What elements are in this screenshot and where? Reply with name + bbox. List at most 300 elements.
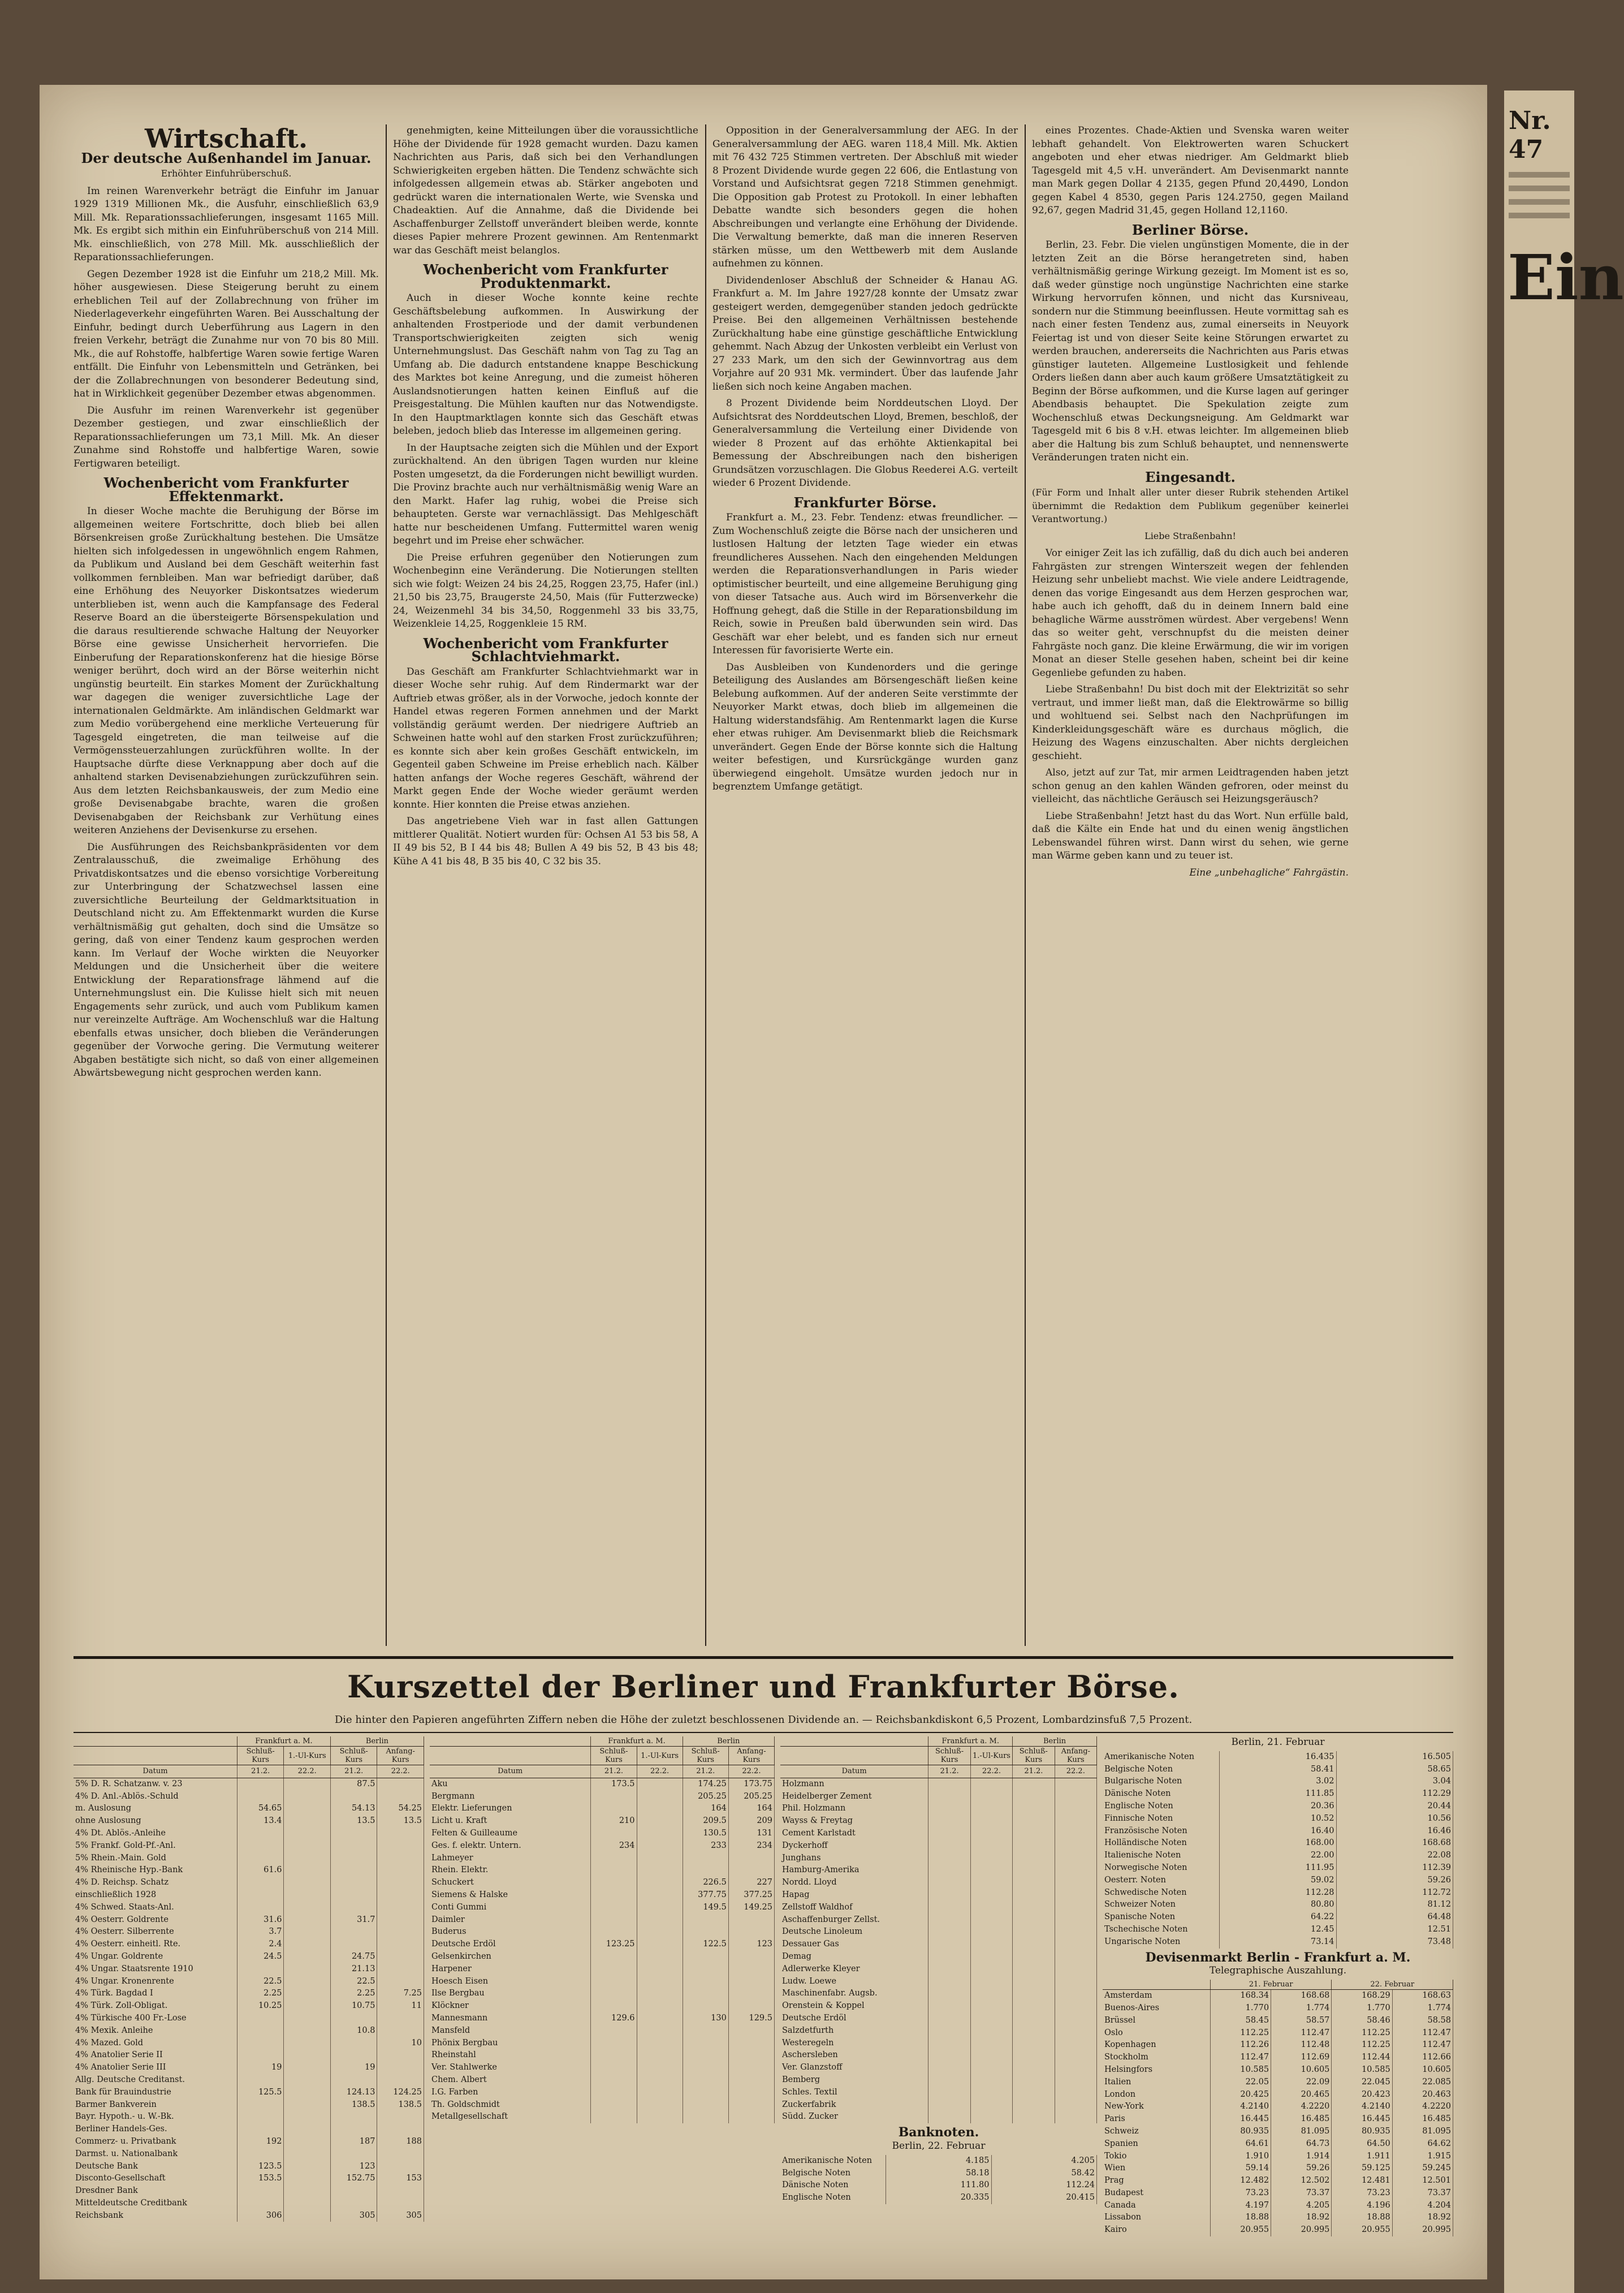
table-cell	[683, 2037, 728, 2050]
table-cell	[637, 1938, 683, 1951]
table-cell: 59.26	[1271, 2162, 1332, 2175]
table-cell: 4% Anatolier Serie III	[74, 2062, 237, 2074]
table-cell: Tschechische Noten	[1103, 1924, 1220, 1936]
table-header-row	[1103, 1980, 1453, 1990]
table-row	[1103, 1936, 1453, 1949]
table-row	[1103, 2064, 1453, 2076]
table-cell	[637, 2037, 683, 2050]
table-row	[430, 2049, 775, 2062]
table-cell	[683, 1963, 728, 1976]
table-cell: 20.955	[1332, 2224, 1392, 2236]
table-cell: Belgische Noten	[1103, 1764, 1220, 1776]
table-cell	[637, 1803, 683, 1815]
table-cell	[683, 1864, 728, 1877]
table-row	[74, 2173, 424, 2185]
table-cell: Th. Goldschmidt	[430, 2099, 591, 2111]
table-row	[1103, 2200, 1453, 2212]
table-cell: Südd. Zucker	[780, 2111, 928, 2123]
table-cell: Amsterdam	[1103, 1990, 1210, 2002]
table-cell	[1055, 2012, 1096, 2025]
table-cell	[1013, 2074, 1055, 2087]
table-header-row	[74, 1747, 424, 1765]
table-cell	[683, 2087, 728, 2099]
table-cell	[284, 2074, 331, 2087]
table-cell	[377, 2197, 424, 2210]
table-cell: 153.5	[237, 2173, 284, 2185]
table-cell: 22.2.	[284, 1765, 331, 1778]
table-cell: 80.80	[1220, 1899, 1337, 1911]
table-cell: 129.6	[591, 2012, 637, 2025]
table-cell: Bergmann	[430, 1791, 591, 1803]
table-cell: Mitteldeutsche Creditbank	[74, 2197, 237, 2210]
table-cell: 4.2220	[1392, 2101, 1453, 2113]
table-row	[74, 2025, 424, 2037]
table-cell: m. Auslosung	[74, 1803, 237, 1815]
table-header-row	[780, 1747, 1097, 1765]
table-cell: Kairo	[1103, 2224, 1210, 2236]
table-cell: New-York	[1103, 2101, 1210, 2113]
table-cell	[928, 1827, 970, 1840]
table-cell: 112.25	[1210, 2027, 1271, 2040]
table-cell	[970, 2049, 1012, 2062]
table-cell: 1.774	[1271, 2002, 1332, 2015]
table-cell	[928, 1938, 970, 1951]
table-cell: 4% Rheinische Hyp.-Bank	[74, 1864, 237, 1877]
table-cell: 10.56	[1336, 1813, 1453, 1825]
table-row	[430, 1791, 775, 1803]
table-cell: 61.6	[237, 1864, 284, 1877]
table-cell	[330, 2074, 377, 2087]
table-cell	[284, 2197, 331, 2210]
table-cell: 22.2.	[637, 1765, 683, 1778]
table-cell: Schuckert	[430, 1877, 591, 1889]
table-cell	[728, 2049, 774, 2062]
table-cell: Spanische Noten	[1103, 1911, 1220, 1924]
table-row	[430, 2000, 775, 2012]
column-divider	[386, 124, 387, 1646]
table-cell: 138.5	[377, 2099, 424, 2111]
article-title: Wochenbericht vom Frankfurter Effektenmarkt.	[103, 475, 349, 505]
table-cell	[284, 2136, 331, 2148]
table-row	[430, 1815, 775, 1827]
table-cell	[928, 2074, 970, 2087]
table-row	[74, 1988, 424, 2000]
newspaper-page	[40, 85, 1487, 2279]
table-cell: Reichsbank	[74, 2210, 237, 2222]
table-cell	[1013, 1864, 1055, 1877]
table-cell: 80.935	[1332, 2126, 1392, 2138]
table-cell	[928, 1803, 970, 1815]
table-cell: Ges. f. elektr. Untern.	[430, 1840, 591, 1852]
table-cell: Stockholm	[1103, 2051, 1210, 2064]
table-cell	[1013, 2099, 1055, 2111]
table-cell: 20.463	[1392, 2089, 1453, 2101]
table-cell: 22.00	[1220, 1850, 1337, 1862]
table-row	[1103, 2187, 1453, 2200]
table-cell	[637, 1889, 683, 1902]
table-cell	[928, 1976, 970, 1988]
table-row	[74, 1976, 424, 1988]
table-cell	[928, 2000, 970, 2012]
table-cell: 233	[683, 1840, 728, 1852]
table-cell: 4.2220	[1271, 2101, 1332, 2113]
paragraph: Die Ausfuhr im reinen Warenverkehr ist gegenüber Dezember gestiegen, und zwar einschließlich der Reparationssachlieferungen um 73,1 Mill. Mk. An dieser Zunahme sind Rohstoffe und halbfertige Waren, sowie Fertigwaren beteiligt.	[74, 404, 379, 469]
table-cell: 4.2140	[1332, 2101, 1392, 2113]
table-cell: Schles. Textil	[780, 2087, 928, 2099]
table-cell: 31.7	[330, 1914, 377, 1926]
table-cell	[591, 2062, 637, 2074]
kurszettel-subtitle: Die hinter den Papieren angeführten Ziffern neben die Höhe der zuletzt beschlossenen Dividende an. — Reichsbankdiskont 6,5 Prozent, Lombardzinsfuß 7,5 Prozent.	[334, 1714, 1193, 1726]
table-cell	[928, 1963, 970, 1976]
table-cell	[1013, 2025, 1055, 2037]
table-cell	[591, 2000, 637, 2012]
table-cell	[284, 1778, 331, 1790]
table-cell: 129.5	[728, 2012, 774, 2025]
table-cell: 2.25	[237, 1988, 284, 2000]
paragraph: Liebe Straßenbahn! Jetzt hast du das Wort. Nun erfülle bald, daß die Kälte ein Ende hat und du einen wenig ängstlichen Lebenswandel führen wirst. Dann wirst du sehen, wie gerne man Wärme geben kann und zu teuer ist.	[1032, 810, 1349, 861]
table-cell: 10.8	[330, 2025, 377, 2037]
table-cell: 59.125	[1332, 2162, 1392, 2175]
table-cell	[1013, 1815, 1055, 1827]
table-cell: Finnische Noten	[1103, 1813, 1220, 1825]
table-cell: 1.914	[1271, 2150, 1332, 2163]
right-page-headline: Ein	[1508, 241, 1624, 314]
table-cell: 21.2.	[683, 1765, 728, 1778]
table-cell	[591, 1803, 637, 1815]
table-cell: 2.4	[237, 1938, 284, 1951]
table-row	[1103, 2150, 1453, 2163]
table-cell: 19	[237, 2062, 284, 2074]
column-header: 1.-Ul-Kurs	[970, 1747, 1012, 1765]
table-cell	[330, 2123, 377, 2136]
table-cell: 58.45	[1210, 2015, 1271, 2027]
table-cell	[237, 2074, 284, 2087]
table-cell	[237, 1889, 284, 1902]
table-cell: 4.196	[1332, 2200, 1392, 2212]
table-cell: 4% Ungar. Staatsrente 1910	[74, 1963, 237, 1976]
table-cell	[683, 1852, 728, 1865]
table-cell	[1013, 1889, 1055, 1902]
table-cell	[637, 2111, 683, 2123]
table-cell: 138.5	[330, 2099, 377, 2111]
column-header: Frankfurt a. M.	[928, 1736, 1013, 1747]
table-cell	[683, 2099, 728, 2111]
table-cell	[970, 1889, 1012, 1902]
table-cell: Adlerwerke Kleyer	[780, 1963, 928, 1976]
table-cell	[237, 1852, 284, 1865]
table-cell	[284, 1938, 331, 1951]
article-title: Wochenbericht vom Frankfurter Schlachtviehmarkt.	[423, 635, 668, 665]
column-header: Anfang-Kurs	[1055, 1747, 1096, 1765]
table-cell	[637, 2099, 683, 2111]
table-row	[1103, 2015, 1453, 2027]
table-row	[74, 2074, 424, 2087]
paragraph: Gegen Dezember 1928 ist die Einfuhr um 218,2 Mill. Mk. höher ausgewiesen. Diese Steigerung beruht zu einem erheblichen Teil auf der Zollabrechnung von früher im Niederlageverkehr eingeführten Waren. Bei Ausschaltung der Einfuhr, bedingt durch Ueberführung aus Lagern in den freien Verkehr, beträgt die Zunahme nur von 70 bis 80 Mill. Mk., die auf Rohstoffe, halbfertige Waren sowie fertige Waren entfällt. Die Einfuhr von Lebensmitteln und Getränken, bei der die Zollabrechnungen von besonderer Bedeutung sind, hat in Wirklichkeit gegenüber Dezember etwas abgenommen.	[74, 268, 379, 399]
table-cell	[1055, 2062, 1096, 2074]
table-cell: 4% Türkische 400 Fr.-Lose	[74, 2012, 237, 2025]
table-cell: 73.37	[1271, 2187, 1332, 2200]
table-cell	[970, 2111, 1012, 2123]
table-header-row	[430, 1736, 775, 1747]
table-cell	[330, 2197, 377, 2210]
table-row	[74, 1803, 424, 1815]
table-cell: 377.25	[728, 1889, 774, 1902]
table-cell: 1.910	[1210, 2150, 1271, 2163]
table-cell: 124.25	[377, 2087, 424, 2099]
table-cell	[637, 1791, 683, 1803]
table-cell: 18.92	[1271, 2212, 1332, 2224]
column-header: Frankfurt a. M.	[591, 1736, 683, 1747]
table-cell	[377, 1852, 424, 1865]
table-cell	[591, 1914, 637, 1926]
paragraph: Berlin, 23. Febr. Die vielen ungünstigen Momente, die in der letzten Zeit an die Börse herangetreten sind, haben verhältnismäßig geringe Wirkung gezeigt. Im Moment ist es so, daß weder günstige noch ungünstige Nachrichten eine starke Wirkung hervorrufen können, und nicht das Kursniveau, sondern nur die Stimmung beeinflussen. Heute vormittag sah es nach einer festen Tendenz aus, zumal einerseits in Neuyork Feiertag ist und von dieser Seite keine Störungen erwartet zu werden brauchen, andererseits die Nachrichten aus Paris etwas günstiger lauteten. Allgemeine Lustlosigkeit und fehlende Orders ließen dann aber auch kaum größere Umsatztätigkeit zu Beginn der Börse aufkommen, und die Kurse lagen auf geringer Abendbasis behauptet. Die Spekulation zeigte zum Wochenschluß etwas Deckungsneigung. Am Geldmarkt war Tagesgeld mit 6 bis 8 v.H. etwas leichter. Im allgemeinen blieb aber die Haltung bis zum Schluß behauptet, und nennenswerte Veränderungen traten nicht ein.	[1032, 239, 1349, 463]
devisen-subtitle: Telegraphische Auszahlung.	[1209, 1965, 1347, 1977]
table-date-row	[74, 1765, 424, 1778]
table-cell	[683, 2025, 728, 2037]
table-cell: Hapag	[780, 1889, 928, 1902]
paragraph: Auch in dieser Woche konnte keine rechte Geschäftsbelebung aufkommen. In Auswirkung der anhaltenden Frostperiode und der damit verbundenen Transportschwierigkeiten zeigten sich wenig Unternehmungslust. Das Geschäft nahm von Tag zu Tag an Umfang ab. Die dadurch entstandene knappe Beschickung des Marktes bot keine Anregung, und die zumeist höheren Auslandsnotierungen hatten keinen Einfluß auf die Preisgestaltung. Die Mühlen kauften nur das Notwendigste. In den Hauptmarktlagen konnte sich das Geschäft etwas beleben, jedoch blieb das Interesse im allgemeinen gering.	[393, 292, 698, 437]
table-row	[1103, 1837, 1453, 1850]
table-cell: 18.88	[1332, 2212, 1392, 2224]
column-header: 1.-Ul-Kurs	[637, 1747, 683, 1765]
table-cell: 73.37	[1392, 2187, 1453, 2200]
table-row	[780, 2037, 1097, 2050]
table-cell: 22.045	[1332, 2076, 1392, 2089]
table-cell	[284, 2025, 331, 2037]
column-header: Anfang-Kurs	[728, 1747, 774, 1765]
text-line	[1509, 199, 1570, 205]
table-cell	[1013, 1902, 1055, 1914]
table-cell	[728, 2037, 774, 2050]
table-cell: 4.2140	[1210, 2101, 1271, 2113]
paragraph: In der Hauptsache zeigten sich die Mühlen und der Export zurückhaltend. An den übrigen Tagen wurden nur kleine Posten umgesetzt, da die Forderungen nicht bewilligt wurden. Die Provinz brachte auch nur verhältnismäßig wenig Ware an den Markt. Hafer lag ruhig, wobei die Preise sich behaupteten. Gerste war vernachlässigt. Das Mehlgeschäft hatte nur bescheidenen Umfang. Futtermittel waren wenig begehrt und im Preise eher schwächer.	[393, 442, 698, 546]
table-cell: 10.52	[1220, 1813, 1337, 1825]
table-cell: Orenstein & Koppel	[780, 2000, 928, 2012]
table-cell	[970, 1791, 1012, 1803]
table-cell: 4% D. Reichsp. Schatz	[74, 1877, 237, 1889]
paragraph: Also, jetzt auf zur Tat, mir armen Leidtragenden haben jetzt schon genug an den kahlen Wänden gefroren, oder meinst du vielleicht, das nächtliche Geräusch sei Heizungsgeräusch?	[1032, 767, 1349, 805]
table-row	[430, 2074, 775, 2087]
table-cell	[928, 2012, 970, 2025]
table-cell	[928, 1988, 970, 2000]
table-cell: ohne Auslosung	[74, 1815, 237, 1827]
table-cell: 13.5	[377, 1815, 424, 1827]
table-cell: Dresdner Bank	[74, 2185, 237, 2197]
table-row	[780, 2012, 1097, 2025]
table-cell	[970, 2025, 1012, 2037]
table-row	[430, 1803, 775, 1815]
table-cell	[284, 2099, 331, 2111]
table-row	[1103, 1924, 1453, 1936]
table-cell: 18.88	[1210, 2212, 1271, 2224]
table-cell: 164	[728, 1803, 774, 1815]
table-row	[1103, 1764, 1453, 1776]
table-cell	[377, 1827, 424, 1840]
table-cell: Rhein. Elektr.	[430, 1864, 591, 1877]
table-cell: 149.25	[728, 1902, 774, 1914]
table-cell	[591, 1877, 637, 1889]
table-cell	[728, 1988, 774, 2000]
table-cell: Wien	[1103, 2162, 1210, 2175]
table-cell: 4.205	[991, 2155, 1097, 2167]
table-cell: Dänische Noten	[780, 2179, 886, 2192]
table-cell: Datum	[430, 1765, 591, 1778]
table-cell: 5% Rhein.-Main. Gold	[74, 1852, 237, 1865]
table-cell: 16.485	[1392, 2113, 1453, 2126]
table-cell	[284, 1864, 331, 1877]
table-row	[1103, 2089, 1453, 2101]
table-cell	[284, 1963, 331, 1976]
column-header	[1103, 1980, 1210, 1990]
table-row	[780, 1815, 1097, 1827]
table-cell	[591, 1902, 637, 1914]
table-cell: 123.25	[591, 1938, 637, 1951]
table-cell: Helsingfors	[1103, 2064, 1210, 2076]
table-row	[430, 1963, 775, 1976]
table-cell: 234	[728, 1840, 774, 1852]
table-cell	[1013, 2062, 1055, 2074]
article-body	[1032, 547, 1349, 863]
table-cell: Bayr. Hypoth.- u. W.-Bk.	[74, 2111, 237, 2123]
table-cell	[284, 2148, 331, 2161]
table-cell	[237, 2111, 284, 2123]
table-cell	[591, 2111, 637, 2123]
table-cell	[377, 2185, 424, 2197]
table-cell	[637, 2012, 683, 2025]
table-cell: 22.085	[1392, 2076, 1453, 2089]
table-row	[780, 1864, 1097, 1877]
table-cell: 168.63	[1392, 1990, 1453, 2002]
table-cell	[377, 2012, 424, 2025]
table-cell: 125.5	[237, 2087, 284, 2099]
table-cell	[377, 1938, 424, 1951]
table-row	[1103, 2113, 1453, 2126]
table-cell	[728, 2074, 774, 2087]
fx-block	[1103, 1736, 1453, 2236]
table-cell	[1013, 1926, 1055, 1938]
table-cell: 73.14	[1220, 1936, 1337, 1949]
table-cell: 16.435	[1220, 1751, 1337, 1764]
table-cell: Elektr. Lieferungen	[430, 1803, 591, 1815]
table-cell	[330, 1852, 377, 1865]
table-cell	[928, 1840, 970, 1852]
table-cell	[637, 1963, 683, 1976]
table-cell	[1013, 1778, 1055, 1790]
table-cell: Aschaffenburger Zellst.	[780, 1914, 928, 1926]
table-row	[780, 2087, 1097, 2099]
table-cell	[1055, 1852, 1096, 1865]
table-row	[430, 1902, 775, 1914]
table-cell: 187	[330, 2136, 377, 2148]
section-rule	[74, 1656, 1453, 1659]
column-header: 21. Februar	[1210, 1980, 1332, 1990]
article-body	[74, 505, 379, 1080]
table-cell	[728, 2025, 774, 2037]
table-cell: 16.40	[1220, 1825, 1337, 1838]
table-cell	[237, 2197, 284, 2210]
table-cell: Ver. Stahlwerke	[430, 2062, 591, 2074]
table-cell: 22.2.	[970, 1765, 1012, 1778]
table-cell	[1013, 2049, 1055, 2062]
section-title: Wirtschaft.	[144, 123, 308, 154]
column-header: Berlin	[1013, 1736, 1097, 1747]
table-cell: 20.36	[1220, 1800, 1337, 1813]
table-cell: Westeregeln	[780, 2037, 928, 2050]
table-cell: Bank für Brauindustrie	[74, 2087, 237, 2099]
table-cell	[637, 2087, 683, 2099]
paragraph: Die Preise erfuhren gegenüber den Notierungen zum Wochenbeginn eine Veränderung. Die Notierungen stellten sich wie folgt: Weizen 24 bis 24,25, Roggen 23,75, Hafer (inl.) 21,50 bis 23,75, Braugerste 24,50, Mais (für Futterzwecke) 24, Weizenmehl 34 bis 34,50, Roggenmehl 33 bis 33,75, Weizenkleie 14,25, Roggenkleie 15 RM.	[393, 551, 698, 630]
table-cell: 64.50	[1332, 2138, 1392, 2150]
table-row	[74, 2210, 424, 2222]
table-row	[780, 2000, 1097, 2012]
table-cell: 20.995	[1392, 2224, 1453, 2236]
table-cell	[237, 1963, 284, 1976]
table-cell: Barmer Bankverein	[74, 2099, 237, 2111]
table-cell: Dyckerhoff	[780, 1840, 928, 1852]
table-cell: Englische Noten	[1103, 1800, 1220, 1813]
table-cell	[284, 2087, 331, 2099]
table-cell: Norwegische Noten	[1103, 1862, 1220, 1874]
table-cell: Junghans	[780, 1852, 928, 1865]
table-cell: Amerikanische Noten	[780, 2155, 886, 2167]
table-cell: Amerikanische Noten	[1103, 1751, 1220, 1764]
table-row	[430, 1951, 775, 1963]
table-cell	[284, 1976, 331, 1988]
table-cell	[284, 1840, 331, 1852]
table-cell: 111.80	[886, 2179, 992, 2192]
table-cell: Chem. Albert	[430, 2074, 591, 2087]
table-cell: 1.915	[1392, 2150, 1453, 2163]
table-row	[74, 2087, 424, 2099]
table-cell	[970, 1877, 1012, 1889]
article-body	[393, 292, 698, 631]
table-cell	[970, 1840, 1012, 1852]
table-cell: Conti Gummi	[430, 1902, 591, 1914]
table-cell: 168.68	[1336, 1837, 1453, 1850]
table-cell	[1013, 1938, 1055, 1951]
table-cell: 81.12	[1336, 1899, 1453, 1911]
table-row	[430, 2037, 775, 2050]
table-row	[780, 1938, 1097, 1951]
table-cell	[1055, 1815, 1096, 1827]
table-row	[74, 1914, 424, 1926]
table-cell: Bemberg	[780, 2074, 928, 2087]
table-cell: I.G. Farben	[430, 2087, 591, 2099]
paragraph: eines Prozentes. Chade-Aktien und Svenska waren weiter lebhaft gehandelt. Von Elektrowerten waren Schuckert angeboten und eher etwas niedriger. Am Geldmarkt blieb Tagesgeld mit 4,5 v.H. unverändert. Am Devisenmarkt nannte man Mark gegen Dollar 4 2135, gegen Pfund 20,4490, London gegen Kabel 4 8530, gegen Paris 124.2750, gegen Mailand 92,67, gegen Madrid 31,45, gegen Holland 12,1160.	[1032, 125, 1349, 216]
table-cell: 3.02	[1220, 1775, 1337, 1788]
table-cell	[284, 2123, 331, 2136]
table-cell	[237, 2025, 284, 2037]
table-cell	[970, 2037, 1012, 2050]
table-row	[1103, 2175, 1453, 2187]
table-cell: 22.5	[330, 1976, 377, 1988]
table-cell	[591, 2099, 637, 2111]
table-cell: Darmst. u. Nationalbank	[74, 2148, 237, 2161]
table-cell	[1055, 1963, 1096, 1976]
table-cell: 19	[330, 2062, 377, 2074]
table-cell: 21.13	[330, 1963, 377, 1976]
table-row	[74, 2049, 424, 2062]
table-cell: 1.770	[1332, 2002, 1392, 2015]
table-cell	[1055, 2000, 1096, 2012]
table-cell: Spanien	[1103, 2138, 1210, 2150]
table-cell: 20.955	[1210, 2224, 1271, 2236]
table-cell	[970, 1864, 1012, 1877]
table-row	[780, 2074, 1097, 2087]
table-cell: Dänische Noten	[1103, 1788, 1220, 1800]
table-cell	[1013, 1914, 1055, 1926]
article-body	[1032, 239, 1349, 465]
